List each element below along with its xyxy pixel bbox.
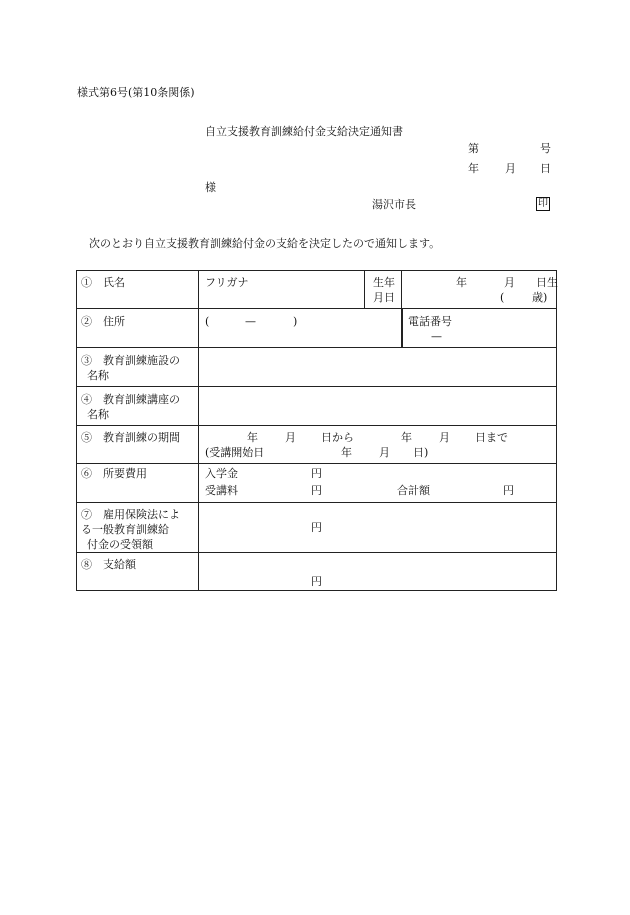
- row-name: [77, 271, 557, 309]
- document-title: 自立支援教育訓練給付金支給決定通知書: [205, 125, 403, 138]
- phone-value-cell: [402, 309, 557, 348]
- course-value-cell: [199, 387, 557, 426]
- name-label-cell: [77, 271, 199, 309]
- age-close: 歳): [532, 291, 548, 304]
- name-label: ① 氏名: [81, 276, 125, 289]
- postal-open: (: [205, 315, 210, 328]
- cost-value-cell: [199, 464, 557, 503]
- doc-number-dai: 第: [468, 142, 479, 155]
- dob-month: 月: [504, 276, 515, 289]
- doc-number-go: 号: [540, 142, 551, 155]
- row-employment-insurance: [77, 503, 557, 553]
- insurance-value-cell: [199, 503, 557, 553]
- tuition-label: 受講料: [205, 484, 238, 497]
- address-label-cell: [77, 309, 199, 348]
- period-from-day: 日から: [321, 431, 354, 444]
- dob-label-1: 生年: [373, 276, 395, 289]
- name-value-cell: [199, 271, 365, 309]
- notification-table: [76, 270, 557, 591]
- seal-mark: 印: [538, 198, 548, 209]
- cost-label-cell: [77, 464, 199, 503]
- row-cost: [77, 464, 557, 503]
- facility-value-cell: [199, 348, 557, 387]
- row-course: [77, 387, 557, 426]
- insurance-label-cell: [77, 503, 199, 553]
- date-month: 月: [505, 162, 516, 175]
- facility-label-1: ③ 教育訓練施設の: [81, 354, 180, 367]
- row-payment: [77, 553, 557, 591]
- row-address: [77, 309, 557, 348]
- total-yen: 円: [503, 484, 514, 497]
- facility-label-cell: [77, 348, 199, 387]
- period-to-day: 日まで: [475, 431, 508, 444]
- postal-dash: —: [245, 315, 256, 328]
- period-value-cell: [199, 426, 557, 464]
- start-date-label: (受講開始日: [205, 446, 265, 459]
- insurance-label-3: 付金の受領額: [87, 538, 153, 551]
- total-label: 合計額: [397, 484, 430, 497]
- row-period: [77, 426, 557, 464]
- period-from-year: 年: [247, 431, 258, 444]
- period-from-month: 月: [285, 431, 296, 444]
- period-to-month: 月: [439, 431, 450, 444]
- date-year: 年: [468, 162, 479, 175]
- payment-value-cell: [199, 553, 557, 591]
- payment-label: ⑧ 支給額: [81, 558, 136, 571]
- insurance-label-1: ⑦ 雇用保険法によ: [81, 508, 180, 521]
- insurance-label-2: る一般教育訓練給: [81, 523, 169, 536]
- insurance-yen: 円: [311, 521, 322, 534]
- facility-label-2: 名称: [87, 369, 109, 382]
- phone-label: 電話番号: [408, 315, 452, 328]
- address-label: ② 住所: [81, 315, 125, 328]
- intro-text: 次のとおり自立支援教育訓練給付金の支給を決定したので通知します。: [89, 237, 441, 250]
- dob-label-cell: [365, 271, 402, 309]
- date-day: 日: [540, 162, 551, 175]
- dob-label-2: 月日: [373, 291, 395, 304]
- period-to-year: 年: [401, 431, 412, 444]
- age-open: (: [500, 291, 505, 304]
- start-day: 日): [413, 446, 429, 459]
- period-label: ⑤ 教育訓練の期間: [81, 431, 180, 444]
- postal-close: ): [293, 315, 298, 328]
- furigana-label: フリガナ: [205, 276, 249, 289]
- dob-year: 年: [456, 276, 467, 289]
- issuer-name: 湯沢市長: [372, 198, 416, 211]
- course-label-1: ④ 教育訓練講座の: [81, 393, 180, 406]
- address-value-cell: [199, 309, 452, 348]
- dob-value-cell: [402, 271, 557, 309]
- tuition-yen: 円: [311, 484, 322, 497]
- start-month: 月: [379, 446, 390, 459]
- recipient-honorific: 様: [205, 181, 216, 194]
- form-number: 様式第6号(第10条関係): [77, 86, 195, 99]
- start-year: 年: [341, 446, 352, 459]
- entrance-fee-label: 入学金: [205, 467, 238, 480]
- course-label-cell: [77, 387, 199, 426]
- payment-label-cell: [77, 553, 199, 591]
- phone-dash: —: [431, 330, 442, 343]
- dob-day-birth: 日生: [536, 276, 558, 289]
- course-label-2: 名称: [87, 408, 109, 421]
- row-facility: [77, 348, 557, 387]
- cost-label: ⑥ 所要費用: [81, 467, 147, 480]
- entrance-fee-yen: 円: [311, 467, 322, 480]
- period-label-cell: [77, 426, 199, 464]
- payment-yen: 円: [311, 575, 322, 588]
